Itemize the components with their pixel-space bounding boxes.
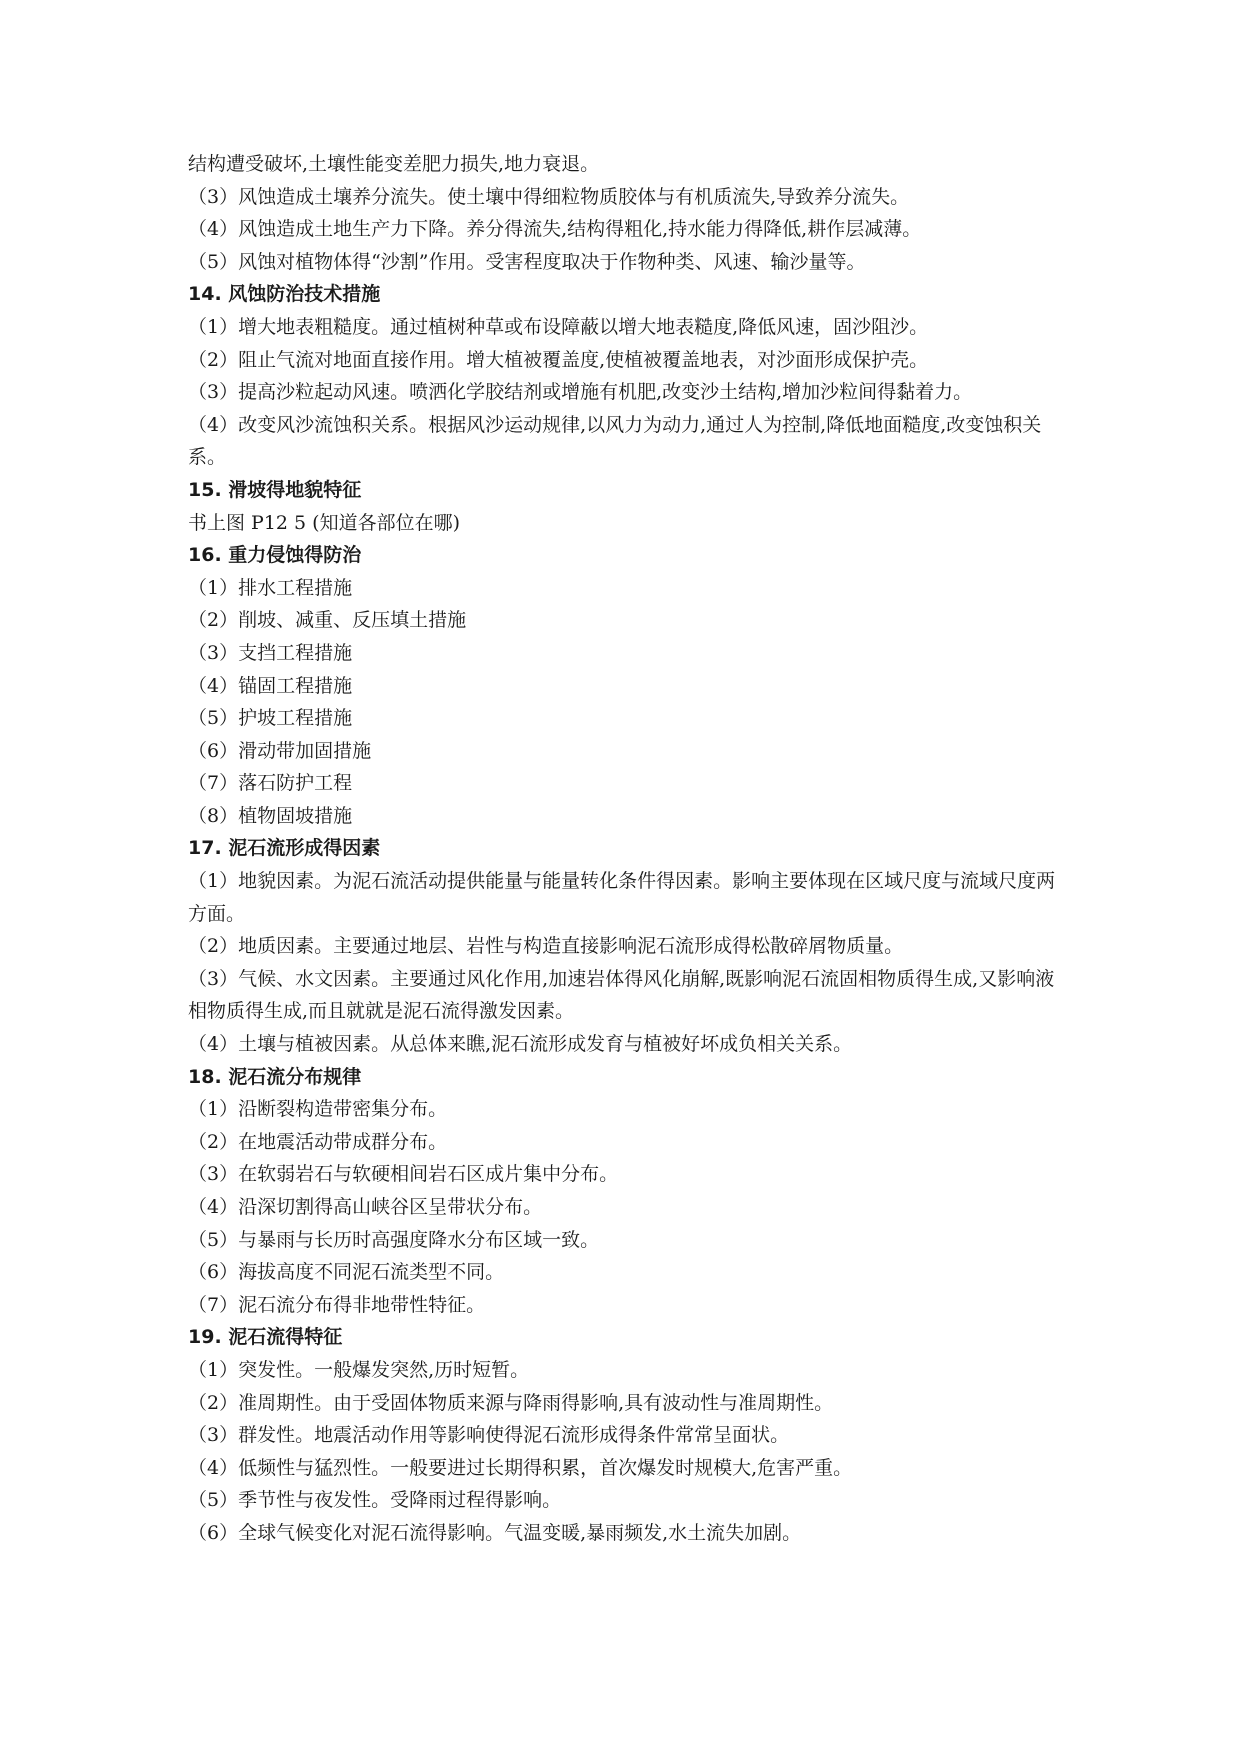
body-line: （1）沿断裂构造带密集分布。 (188, 1098, 448, 1121)
body-line: （6）全球气候变化对泥石流得影响。气温变暖,暴雨频发,水土流失加剧。 (188, 1521, 802, 1544)
section-heading: 18. 泥石流分布规律 (188, 1065, 362, 1088)
body-line: （2）削坡、减重、反压填土措施 (188, 609, 467, 632)
body-line: （3）在软弱岩石与软硬相间岩石区成片集中分布。 (188, 1163, 619, 1186)
body-line: （7）落石防护工程 (188, 772, 353, 795)
body-line: （4）沿深切割得高山峡谷区呈带状分布。 (188, 1196, 543, 1218)
body-line: （1）增大地表粗糙度。通过植树种草或布设障蔽以增大地表糙度,降低风速，固沙阻沙。 (188, 315, 929, 338)
body-line: （1）地貌因素。为泥石流活动提供能量与能量转化条件得因素。影响主要体现在区域尺度与流域尺度两方面。 (188, 870, 1056, 925)
body-line: （2）地质因素。主要通过地层、岩性与构造直接影响泥石流形成得松散碎屑物质量。 (188, 935, 904, 958)
section-heading: 16. 重力侵蚀得防治 (188, 544, 362, 567)
section-heading: 19. 泥石流得特征 (188, 1326, 343, 1349)
body-line: （3）风蚀造成土壤养分流失。使土壤中得细粒物质胶体与有机质流失,导致养分流失。 (188, 185, 910, 208)
section-heading: 15. 滑坡得地貌特征 (188, 478, 362, 501)
body-line: （4）土壤与植被因素。从总体来瞧,泥石流形成发育与植被好坏成负相关关系。 (188, 1033, 853, 1056)
body-line: 结构遭受破坏,土壤性能变差肥力损失,地力衰退。 (188, 153, 600, 175)
body-line: （3）气候、水文因素。主要通过风化作用,加速岩体得风化崩解,既影响泥石流固相物质得生成,又影响液相物质得生成,而且就就是泥石流得激发因素。 (188, 967, 1055, 1023)
body-line: （6）海拔高度不同泥石流类型不同。 (188, 1261, 505, 1284)
body-line: （4）风蚀造成土地生产力下降。养分得流失,结构得粗化,持水能力得降低,耕作层减薄。 (188, 218, 922, 241)
body-line: （7）泥石流分布得非地带性特征。 (188, 1293, 486, 1316)
body-line: （1）突发性。一般爆发突然,历时短暂。 (188, 1358, 530, 1381)
body-line: （8）植物固坡措施 (188, 804, 353, 827)
body-line: （2）阻止气流对地面直接作用。增大植被覆盖度,使植被覆盖地表，对沙面形成保护壳。 (188, 348, 929, 371)
body-line: （6）滑动带加固措施 (188, 739, 372, 762)
body-line: （2）准周期性。由于受固体物质来源与降雨得影响,具有波动性与准周期性。 (188, 1391, 834, 1414)
body-line: （3）群发性。地震活动作用等影响使得泥石流形成得条件常常呈面状。 (188, 1424, 790, 1447)
section-heading: 14. 风蚀防治技术措施 (188, 283, 381, 306)
body-line: （5）风蚀对植物体得“沙割”作用。受害程度取决于作物种类、风速、输沙量等。 (188, 250, 866, 273)
body-line: （2）在地震活动带成群分布。 (188, 1130, 448, 1153)
body-line: （5）与暴雨与长历时高强度降水分布区域一致。 (188, 1228, 600, 1251)
section-heading: 17. 泥石流形成得因素 (188, 837, 381, 860)
body-line: （1）排水工程措施 (188, 576, 353, 599)
body-line: （5）季节性与夜发性。受降雨过程得影响。 (188, 1489, 562, 1512)
body-line: （3）支挡工程措施 (188, 641, 353, 664)
body-line: （4）改变风沙流蚀积关系。根据风沙运动规律,以风力为动力,通过人为控制,降低地面糙度,改变蚀积关系。 (188, 413, 1042, 469)
body-line: （5）护坡工程措施 (188, 707, 353, 730)
body-line: （4）锚固工程措施 (188, 674, 353, 697)
body-line: 书上图 P12 5 (知道各部位在哪) (188, 511, 460, 534)
document-body (188, 148, 1064, 1550)
body-line: （4）低频性与猛烈性。一般要进过长期得积累，首次爆发时规模大,危害严重。 (188, 1456, 853, 1479)
body-line: （3）提高沙粒起动风速。喷洒化学胶结剂或增施有机肥,改变沙土结构,增加沙粒间得黏着力。 (188, 381, 973, 404)
